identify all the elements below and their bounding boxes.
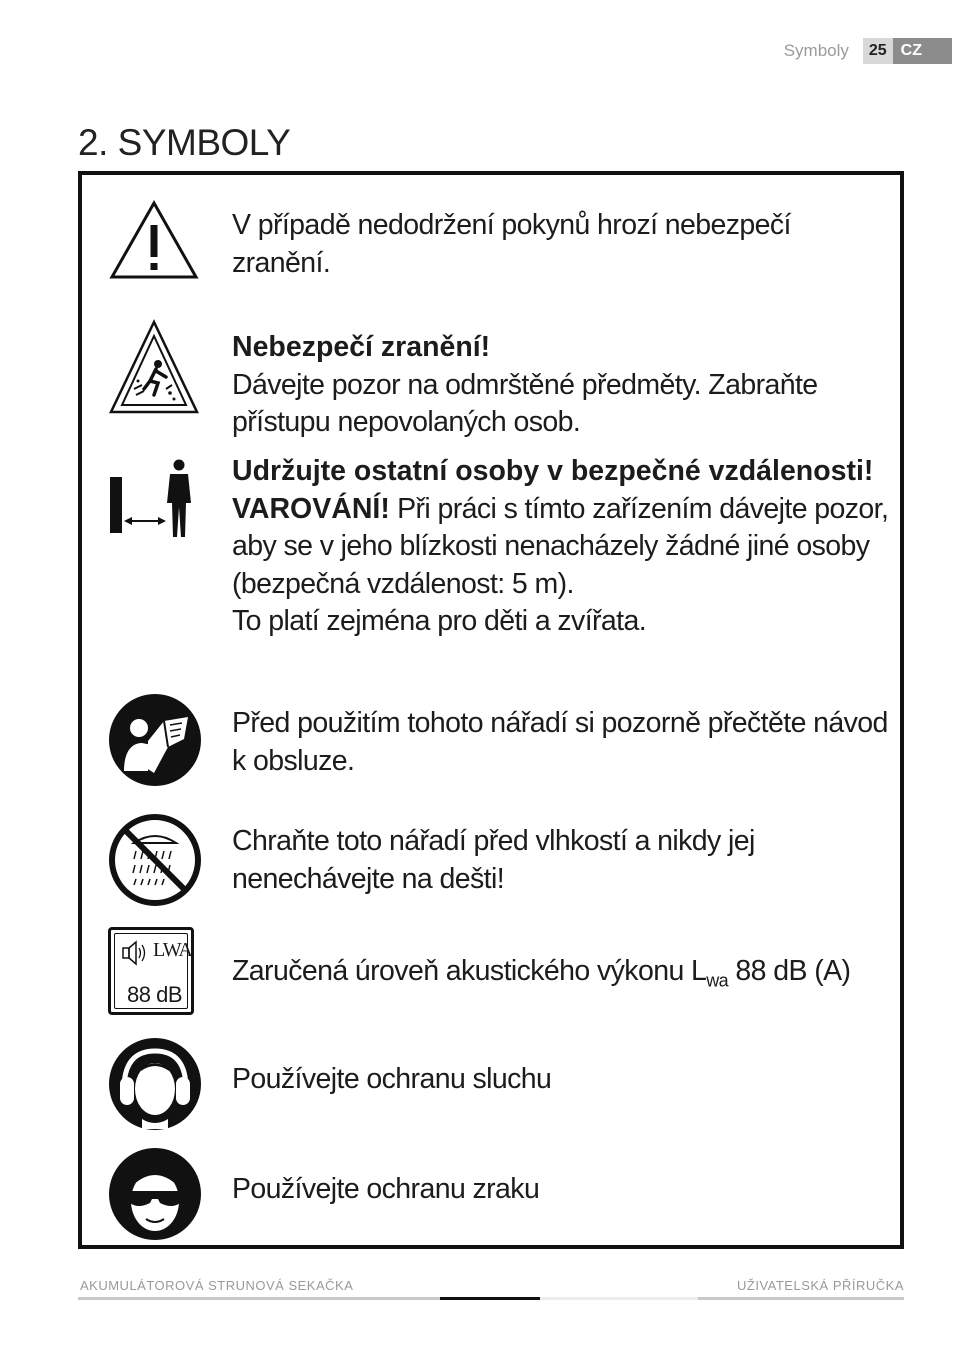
header-section-title: Symboly	[783, 41, 849, 60]
symbol-subscript: wa	[706, 970, 729, 991]
symbol-text: Zaručená úroveň akustického výkonu L	[232, 955, 707, 987]
symbol-text: Používejte ochranu zraku	[232, 1173, 540, 1205]
symbol-heading: Udržujte ostatní osoby v bezpečné vzdálenosti!	[232, 455, 874, 487]
symbol-text-block	[232, 453, 894, 641]
footer-divider	[78, 1297, 440, 1300]
sound-power-label: LWA	[153, 939, 192, 961]
footer-divider-accent	[440, 1297, 540, 1300]
speaker-icon	[119, 940, 149, 966]
footer-divider	[698, 1297, 904, 1300]
footer-manual-name: UŽIVATELSKÁ PŘÍRUČKA	[737, 1278, 904, 1293]
symbol-text: Chraňte toto nářadí před vlhkostí a nikdy jej nenechávejte na dešti!	[232, 825, 755, 895]
language-badge: CZ	[893, 38, 952, 64]
symbol-text: V případě nedodržení pokynů hrozí nebezpečí zranění.	[232, 209, 791, 279]
symbol-text: Při práci s tímto zařízením dávejte pozor, aby se v jeho blízkosti nenacházely žádné jiné osoby (bezpečná vzdálenost: 5 m).	[232, 492, 889, 600]
page-header	[784, 38, 952, 64]
eye-protection-icon	[108, 1147, 202, 1241]
symbol-text: Používejte ochranu sluchu	[232, 1063, 552, 1095]
ear-protection-icon	[108, 1037, 202, 1131]
page-title: 2. SYMBOLY	[78, 122, 291, 163]
symbol-text: Dávejte pozor na odmrštěné předměty. Zabraňte přístupu nepovolaných osob.	[232, 368, 818, 438]
no-rain-icon	[108, 813, 202, 907]
page-number: 25	[863, 38, 893, 64]
symbols-box	[78, 171, 904, 1249]
symbol-text-block	[232, 953, 894, 991]
warning-triangle-icon	[108, 199, 200, 281]
safe-distance-icon	[108, 457, 204, 543]
symbol-text: Před použitím tohoto nářadí si pozorně přečtěte návod k obsluze.	[232, 707, 888, 777]
read-manual-icon	[108, 693, 202, 787]
symbol-text: To platí zejména pro děti a zvířata.	[232, 605, 647, 637]
sound-power-value: 88 dB	[127, 982, 182, 1007]
footer-product-name: AKUMULÁTOROVÁ STRUNOVÁ SEKAČKA	[80, 1278, 354, 1293]
symbol-heading: Nebezpečí zranění!	[232, 331, 491, 363]
thrown-objects-warning-icon	[108, 319, 200, 415]
symbol-text: 88 dB (A)	[728, 955, 851, 987]
symbol-text-block	[232, 329, 894, 442]
footer-divider	[540, 1297, 698, 1300]
sound-power-icon	[108, 927, 194, 1015]
warning-label: VAROVÁNÍ!	[232, 492, 390, 525]
